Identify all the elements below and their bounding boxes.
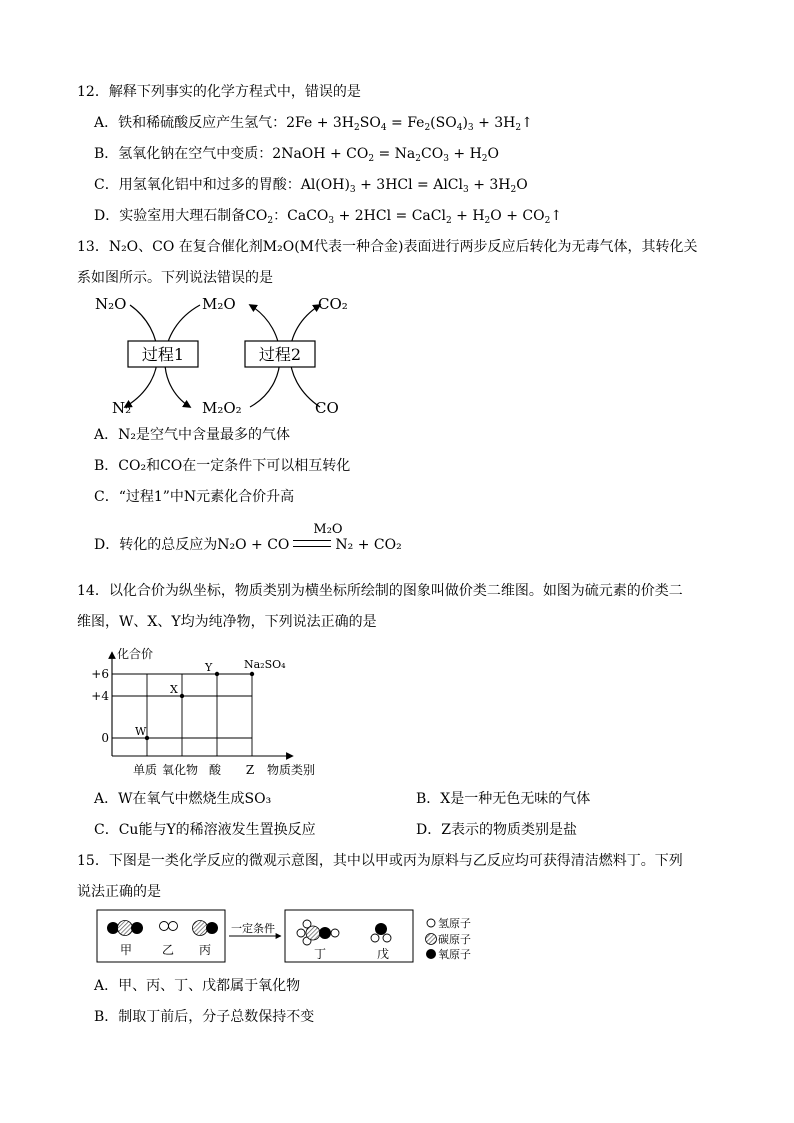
- q14-category-label: Z: [245, 763, 255, 777]
- q13-label-m2o: M₂O: [202, 295, 236, 313]
- q14-category-label: 氧化物: [161, 763, 199, 777]
- q13-label-co2: CO₂: [318, 295, 348, 313]
- q14-y-tick-label: 0: [101, 731, 109, 745]
- q14-y-axis-label: 化合价: [117, 647, 154, 661]
- q14-point-label: X: [170, 683, 178, 696]
- q14-valence-chart: [91, 642, 335, 782]
- q15-condition: 一定条件: [231, 922, 275, 935]
- q12-option-a: [94, 113, 533, 133]
- q13-label-n2: N₂: [112, 399, 132, 417]
- q15-molecule-jia: [107, 921, 143, 936]
- q13-stem-line2: 系如图所示。下列说法错误的是: [77, 270, 273, 286]
- q13-option-d-prefix: D．转化的总反应为N₂O + CO: [94, 537, 290, 553]
- q13-option-b: B．CO₂和CO在一定条件下可以相互转化: [94, 458, 351, 474]
- q13-stem-line1: 13．N₂O、CO 在复合催化剂M₂O(M代表一种合金)表面进行两步反应后转化为无毒气体，其转化关: [77, 239, 698, 255]
- q12-option-b-label: B．氢氧化钠在空气中变质：: [94, 146, 273, 162]
- q15-legend-h-marker: [427, 919, 435, 927]
- q14-option-b: B．X是一种无色无味的气体: [416, 791, 591, 807]
- q15-molecule-yi: [160, 922, 178, 931]
- q14-point-label: W: [135, 725, 147, 738]
- q12-option-b-equation: 2NaOH + $CO_2 = Na_2CO_3 + H_2O$: [272, 146, 500, 164]
- q15-legend-h: 氢原子: [438, 917, 471, 930]
- q14-x-axis-label: 物质类别: [267, 763, 316, 777]
- q13-option-d-condition: [289, 522, 343, 555]
- q15-legend-o-marker: [426, 949, 436, 959]
- q15-molecule-wu: [371, 923, 391, 942]
- q13-option-d-suffix: N₂ + CO₂: [335, 537, 402, 553]
- q14-category-label: 单质: [132, 763, 158, 777]
- q12-option-b: [94, 144, 499, 164]
- q15-label-jia: 甲: [120, 943, 133, 957]
- q15-legend-c: 碳原子: [438, 933, 471, 946]
- q14-option-d: D．Z表示的物质类别是盐: [416, 822, 577, 838]
- q14-point-label: Y: [205, 661, 213, 674]
- q13-option-d-catalyst: M₂O: [313, 522, 343, 537]
- q12-option-a-equation: $2Fe + 3H_2SO_4 = Fe_2(SO_4)_3$ + $3H_2↑$: [286, 115, 533, 133]
- q14-stem-line2: 维图，W、X、Y均为纯净物，下列说法正确的是: [77, 614, 377, 630]
- q14-stem-line1: 14．以化合价为纵坐标，物质类别为横坐标所绘制的图象叫做价类二维图。如图为硫元素的价类二: [77, 583, 683, 599]
- q15-legend: [426, 916, 472, 961]
- q14-y-tick-label: +4: [91, 689, 109, 703]
- q13-label-n2o: N₂O: [95, 295, 127, 313]
- q12-option-d-equation: CaCO$_3$ + 2HCl = CaCl$_2$ + $H_2O$ + $CO_2↑$: [287, 208, 563, 226]
- q13-conversion-diagram: [90, 285, 360, 420]
- q14-y-tick-label: +6: [91, 667, 109, 681]
- q12-stem: 12．解释下列事实的化学方程式中，错误的是: [77, 84, 361, 100]
- q12-option-d: D．实验室用大理石制备$CO_2$：CaCO$_3$ + 2HCl = CaCl$_2$ + $H_2O$ + $CO_2↑$: [94, 208, 563, 226]
- q15-option-a: A．甲、丙、丁、戊都属于氧化物: [94, 978, 301, 994]
- q15-stem-line1: 15．下图是一类化学反应的微观示意图，其中以甲或丙为原料与乙反应均可获得清洁燃料丁。下列: [77, 853, 683, 869]
- q14-category-label: 酸: [208, 763, 222, 777]
- q15-label-yi: 乙: [162, 943, 175, 957]
- q14-point-Y: [215, 672, 219, 676]
- q14-grid: [112, 674, 252, 756]
- q13-option-a: A．N₂是空气中含量最多的气体: [94, 427, 290, 443]
- q15-label-wu: 戊: [377, 947, 390, 961]
- q13-option-c: C．“过程1”中N元素化合价升高: [94, 489, 295, 505]
- q12-option-a-label: A．铁和稀硫酸反应产生氢气：: [94, 115, 287, 131]
- q14-point-X: [180, 694, 184, 698]
- q13-process1-label: 过程1: [141, 345, 185, 364]
- q15-molecule-bing: [193, 921, 219, 936]
- q15-option-b: B．制取丁前后，分子总数保持不变: [94, 1009, 315, 1025]
- q15-molecule-ding: [297, 920, 339, 945]
- q15-legend-o: 氧原子: [438, 948, 471, 961]
- q15-micro-diagram: [95, 908, 495, 970]
- q14-option-c: C．Cu能与Y的稀溶液发生置换反应: [94, 822, 316, 838]
- q15-label-bing: 丙: [199, 943, 212, 957]
- q12-option-c: [94, 175, 528, 195]
- q14-point-na2so4: [250, 672, 254, 676]
- q14-option-a: A．W在氧气中燃烧生成SO₃: [94, 791, 272, 807]
- q13-option-d: [94, 522, 402, 555]
- q13-process2-label: 过程2: [258, 345, 302, 364]
- q12-option-d-label: D．实验室用大理石制备CO: [94, 208, 268, 224]
- q13-label-co: CO: [315, 399, 339, 417]
- q12-option-c-equation: $Al(OH)_3 + 3HCl$ = AlCl$_3$ + $3H_2O$: [300, 177, 528, 195]
- q12-option-c-label: C．用氢氧化铝中和过多的胃酸：: [94, 177, 301, 193]
- q15-stem-line2: 说法正确的是: [77, 884, 161, 900]
- q15-label-ding: 丁: [314, 947, 327, 961]
- q15-legend-c-marker: [426, 934, 437, 945]
- q13-label-m2o2: M₂O₂: [202, 399, 242, 417]
- q14-point-label: Na₂SO₄: [244, 658, 286, 671]
